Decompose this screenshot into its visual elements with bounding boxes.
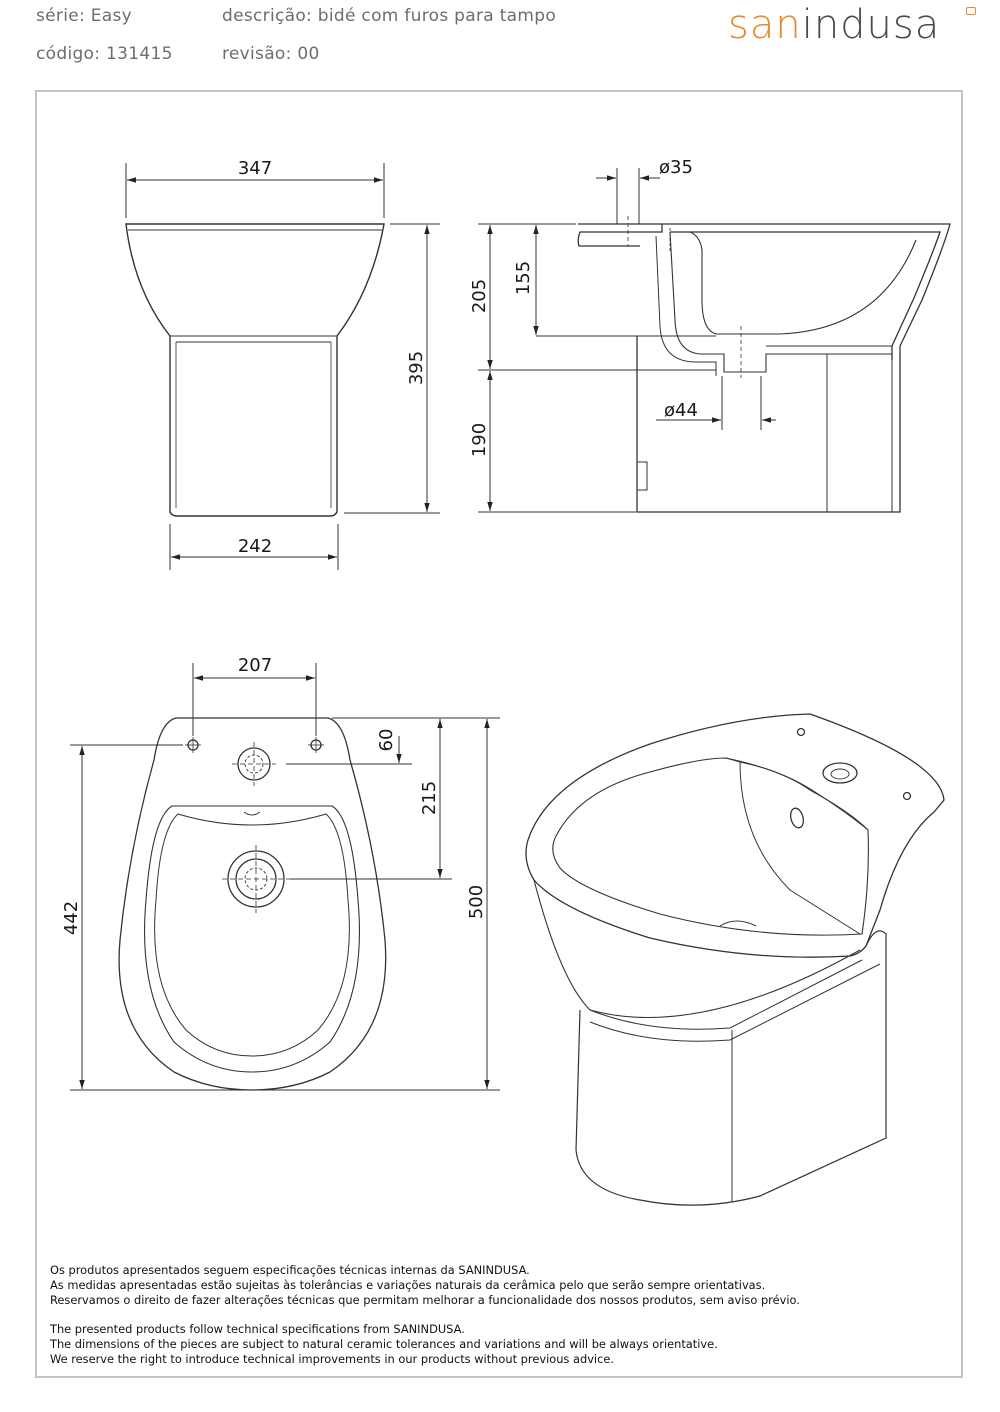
dim-top-hole-spacing: 207	[237, 655, 273, 676]
perspective-left-hole-icon	[798, 729, 805, 736]
perspective-bowl-under	[534, 880, 860, 1018]
revisao-label: revisão: 00	[222, 44, 320, 64]
perspective-pedestal-top-band	[590, 960, 880, 1041]
codigo-label: código: 131415	[36, 44, 173, 64]
dim-side-height-upper: 205	[469, 278, 490, 314]
front-view-waist-line	[170, 336, 337, 342]
perspective-drain-icon	[720, 921, 756, 926]
perspective-view	[526, 714, 944, 1205]
dim-side-pipe-diameter: ø35	[659, 157, 693, 178]
side-section-view	[578, 216, 950, 512]
note-en-2: The dimensions of the pieces are subject to natural ceramic tolerances and variations and will be always orientative.	[50, 1337, 718, 1351]
top-view-outline	[119, 718, 386, 1090]
top-view-overflow	[244, 812, 260, 815]
serie-label: série: Easy	[36, 6, 132, 26]
dim-front-top-width: 347	[237, 158, 273, 179]
disclaimer-notes	[50, 1263, 950, 1367]
dim-top-hole-offset: 60	[376, 728, 397, 752]
note-en-1: The presented products follow technical specifications from SANINDUSA.	[50, 1322, 465, 1336]
side-view-dimensions	[478, 168, 776, 512]
perspective-tap-hole-icon	[823, 763, 857, 783]
perspective-overflow-hole-icon	[789, 807, 806, 829]
side-basin-curve	[676, 232, 916, 334]
side-bowl-inner	[670, 232, 940, 360]
dim-front-base-width: 242	[237, 536, 273, 557]
dim-top-length-inner: 442	[61, 900, 82, 936]
logo-part-san: san	[728, 2, 802, 48]
note-pt-2: As medidas apresentadas estão sujeitas às tolerâncias e variações naturais da cerâmica pelo que serão sempre orientativas.	[50, 1278, 766, 1292]
top-left-hole-icon	[185, 737, 201, 753]
logo-part-indusa: indusa	[801, 2, 941, 48]
note-pt-3: Reservamos o direito de fazer alterações técnicas que permitam melhorar a funcionalidade dos nossos produtos, sem aviso prévio.	[50, 1293, 800, 1307]
top-tap-hole-icon	[232, 742, 276, 786]
front-view-outline	[126, 224, 384, 516]
note-pt-1: Os produtos apresentados seguem especificações técnicas internas da SANINDUSA.	[50, 1263, 530, 1277]
top-view-dimensions	[70, 663, 500, 1090]
perspective-right-hole-icon	[904, 793, 911, 800]
dim-side-height-inner: 155	[513, 260, 534, 296]
front-view	[126, 224, 384, 516]
top-view	[119, 718, 386, 1090]
side-notch	[637, 462, 647, 490]
dim-side-height-lower: 190	[469, 422, 490, 458]
perspective-basin-wall	[726, 758, 860, 934]
perspective-rim-inner	[553, 758, 869, 935]
dim-top-drain-offset: 215	[419, 780, 440, 816]
top-drain-hole-icon	[222, 845, 290, 913]
descricao-label: descrição: bidé com furos para tampo	[222, 6, 557, 26]
top-view-basin	[155, 814, 350, 1056]
side-pedestal-top	[637, 336, 892, 346]
side-inner-wall	[670, 232, 892, 372]
dim-front-height: 395	[406, 350, 427, 386]
side-rim-left	[578, 224, 662, 246]
note-en-3: We reserve the right to introduce technical improvements in our products without previous advice.	[50, 1352, 614, 1366]
front-view-base-lines	[176, 342, 331, 508]
perspective-tap-hole-inner-icon	[831, 769, 849, 779]
side-inner-wall-2	[656, 236, 716, 376]
top-view-rim	[145, 806, 360, 1072]
dim-side-drain-diameter: ø44	[664, 400, 698, 421]
top-right-hole-icon	[308, 737, 324, 753]
dim-top-length-total: 500	[466, 884, 487, 920]
side-pedestal-lines	[637, 336, 892, 512]
